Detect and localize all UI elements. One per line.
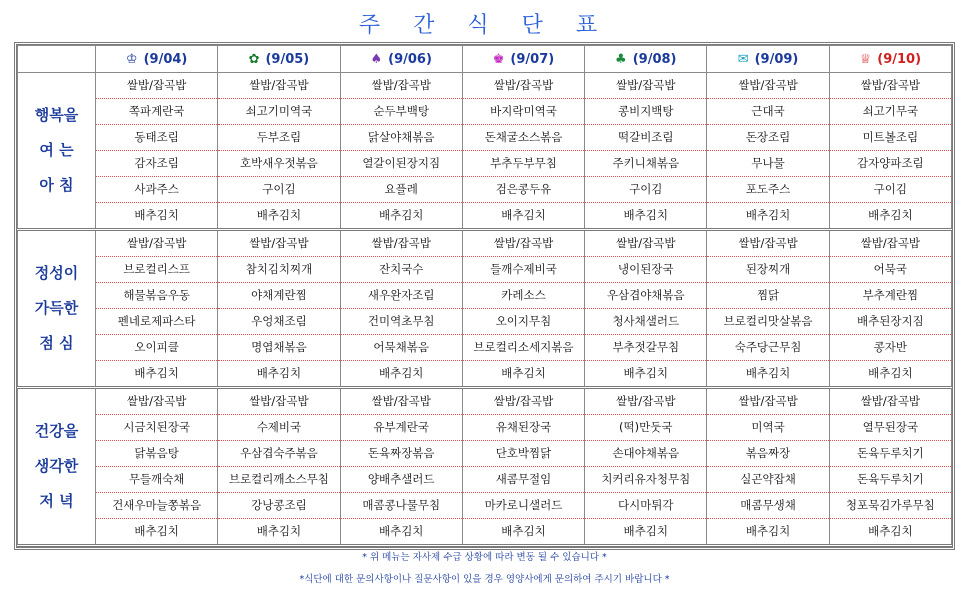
day-header xyxy=(96,46,218,73)
menu-item: 매콤무생채 xyxy=(707,492,829,518)
meal-label xyxy=(18,387,96,545)
day-glyph-icon: ♚ xyxy=(492,51,505,67)
day-date: (9/09) xyxy=(754,51,799,67)
menu-item: 된장찌개 xyxy=(707,256,829,282)
menu-item: 구이김 xyxy=(585,176,707,202)
menu-table xyxy=(17,45,952,547)
menu-item: 쌀밥/잡곡밥 xyxy=(829,387,951,414)
menu-item: 두부조림 xyxy=(218,124,340,150)
meal-label xyxy=(18,73,96,230)
menu-item: 유부계란국 xyxy=(340,414,462,440)
menu-item: 유채된장국 xyxy=(462,414,584,440)
day-date: (9/10) xyxy=(877,51,922,67)
menu-item: 청사채샐러드 xyxy=(585,308,707,334)
menu-item: 볶음짜장 xyxy=(707,440,829,466)
menu-item: 쌀밥/잡곡밥 xyxy=(829,73,951,99)
meal-label-line: 아 침 xyxy=(39,175,74,194)
menu-item: 배추김치 xyxy=(218,202,340,229)
menu-item: 치커리유자청무침 xyxy=(585,466,707,492)
menu-item: 카레소스 xyxy=(462,282,584,308)
menu-item: 실곤약잡채 xyxy=(707,466,829,492)
menu-item: 돈장조림 xyxy=(707,124,829,150)
menu-item: 배추김치 xyxy=(340,518,462,545)
menu-item: 쌀밥/잡곡밥 xyxy=(707,229,829,256)
meal-label-line: 여 는 xyxy=(39,140,74,159)
menu-item: 쌀밥/잡곡밥 xyxy=(218,73,340,99)
menu-item: 바지락미역국 xyxy=(462,98,584,124)
menu-item: 배추김치 xyxy=(340,202,462,229)
menu-item: 오이지무침 xyxy=(462,308,584,334)
menu-item: 강낭콩조림 xyxy=(218,492,340,518)
menu-item: 미역국 xyxy=(707,414,829,440)
menu-item: 냉이된장국 xyxy=(585,256,707,282)
menu-item: 쌀밥/잡곡밥 xyxy=(218,229,340,256)
menu-item: 잔치국수 xyxy=(340,256,462,282)
menu-item: 매콤콩나물무침 xyxy=(340,492,462,518)
menu-item: 순두부백탕 xyxy=(340,98,462,124)
menu-item: 감자양파조림 xyxy=(829,150,951,176)
day-header xyxy=(340,46,462,73)
menu-item: 오이피클 xyxy=(96,334,218,360)
menu-item: 어묵국 xyxy=(829,256,951,282)
menu-item: 브로컬리맛살볶음 xyxy=(707,308,829,334)
menu-item: 돈육두루치기 xyxy=(829,466,951,492)
menu-item: 쌀밥/잡곡밥 xyxy=(96,73,218,99)
meal-label-line: 정성이 xyxy=(34,263,79,282)
day-date: (9/07) xyxy=(510,51,555,67)
meal-label-line: 점 심 xyxy=(39,333,74,352)
meal-label xyxy=(18,229,96,387)
menu-item: 쌀밥/잡곡밥 xyxy=(462,73,584,99)
day-date: (9/08) xyxy=(632,51,677,67)
menu-item: 돈육두루치기 xyxy=(829,440,951,466)
menu-item: 포도주스 xyxy=(707,176,829,202)
menu-item: 참치김치찌개 xyxy=(218,256,340,282)
menu-item: 우삼겹숙주볶음 xyxy=(218,440,340,466)
menu-item: 쇠고기미역국 xyxy=(218,98,340,124)
menu-item: 배추김치 xyxy=(96,518,218,545)
menu-item: 동태조림 xyxy=(96,124,218,150)
menu-item: 양배추샐러드 xyxy=(340,466,462,492)
menu-item: 배추김치 xyxy=(96,202,218,229)
menu-item: 찜닭 xyxy=(707,282,829,308)
menu-item: 구이김 xyxy=(218,176,340,202)
menu-item: 사과주스 xyxy=(96,176,218,202)
menu-item: 단호박찜닭 xyxy=(462,440,584,466)
meal-label-line: 가득한 xyxy=(34,298,79,317)
menu-item: 배추김치 xyxy=(462,202,584,229)
menu-item: 쌀밥/잡곡밥 xyxy=(585,229,707,256)
menu-item: 주키니채볶음 xyxy=(585,150,707,176)
menu-item: 들깨수제비국 xyxy=(462,256,584,282)
day-glyph-icon: ♣ xyxy=(615,51,627,67)
menu-item: 숙주당근무침 xyxy=(707,334,829,360)
menu-item: 돈채굴소스볶음 xyxy=(462,124,584,150)
page-title: 주 간 식 단 표 xyxy=(358,13,611,38)
footer-notice-1: * 위 메뉴는 자사제 수급 상황에 따라 변동 될 수 있습니다 * xyxy=(362,552,607,563)
day-date: (9/05) xyxy=(265,51,310,67)
menu-item: 어묵채볶음 xyxy=(340,334,462,360)
meal-label-line: 행복을 xyxy=(34,105,79,124)
day-glyph-icon: ♠ xyxy=(370,51,383,67)
menu-item: 펜네로제파스타 xyxy=(96,308,218,334)
menu-item: 열무된장국 xyxy=(829,414,951,440)
day-date: (9/04) xyxy=(143,51,188,67)
menu-item: 쌀밥/잡곡밥 xyxy=(340,229,462,256)
menu-item: 구이김 xyxy=(829,176,951,202)
menu-item: 쇠고기무국 xyxy=(829,98,951,124)
menu-item: 닭살야채볶음 xyxy=(340,124,462,150)
menu-item: 부추젓갈무침 xyxy=(585,334,707,360)
menu-item: 배추김치 xyxy=(707,518,829,545)
menu-item: 배추김치 xyxy=(707,202,829,229)
menu-item: 배추김치 xyxy=(218,360,340,387)
meal-label-line: 건강을 xyxy=(34,421,79,440)
menu-item: 닭볶음탕 xyxy=(96,440,218,466)
day-glyph-icon: ♔ xyxy=(125,51,138,67)
menu-item: 콩비지백탕 xyxy=(585,98,707,124)
menu-item: 감자조림 xyxy=(96,150,218,176)
menu-item: 쌀밥/잡곡밥 xyxy=(96,387,218,414)
menu-item: 배추김치 xyxy=(585,202,707,229)
menu-item: 건새우마늘쫑볶음 xyxy=(96,492,218,518)
menu-item: 브로컬리소세지볶음 xyxy=(462,334,584,360)
day-header xyxy=(585,46,707,73)
menu-item: 배추김치 xyxy=(218,518,340,545)
menu-item: 새우완자조림 xyxy=(340,282,462,308)
menu-item: 쌀밥/잡곡밥 xyxy=(462,387,584,414)
menu-item: 다시마튀각 xyxy=(585,492,707,518)
menu-item: 마카로니샐러드 xyxy=(462,492,584,518)
menu-item: 배추김치 xyxy=(462,360,584,387)
day-header xyxy=(829,46,951,73)
menu-item: 수제비국 xyxy=(218,414,340,440)
day-date: (9/06) xyxy=(388,51,432,67)
menu-item: 검은콩두유 xyxy=(462,176,584,202)
menu-item: 배추김치 xyxy=(585,518,707,545)
menu-item: 배추김치 xyxy=(829,518,951,545)
menu-item: 브로컬리깨소스무침 xyxy=(218,466,340,492)
menu-item: 미트볼조림 xyxy=(829,124,951,150)
menu-item: 배추김치 xyxy=(96,360,218,387)
menu-item: 명엽채볶음 xyxy=(218,334,340,360)
menu-item: 배추김치 xyxy=(462,518,584,545)
menu-item: 건미역초무침 xyxy=(340,308,462,334)
menu-item: 쌀밥/잡곡밥 xyxy=(96,229,218,256)
corner-cell xyxy=(18,46,96,73)
menu-item: 근대국 xyxy=(707,98,829,124)
menu-item: 부추계란찜 xyxy=(829,282,951,308)
day-glyph-icon: ✉ xyxy=(737,51,749,67)
menu-item: 열갈이된장지짐 xyxy=(340,150,462,176)
menu-item: 부추두부무침 xyxy=(462,150,584,176)
menu-item: 요플레 xyxy=(340,176,462,202)
menu-item: 배추김치 xyxy=(340,360,462,387)
menu-item: 청포묵김가루무침 xyxy=(829,492,951,518)
menu-item: 쌀밥/잡곡밥 xyxy=(829,229,951,256)
menu-item: 손대야채볶음 xyxy=(585,440,707,466)
menu-item: 무들깨숙채 xyxy=(96,466,218,492)
menu-table-container xyxy=(14,42,955,550)
menu-item: 돈육짜장볶음 xyxy=(340,440,462,466)
meal-label-line: 생각한 xyxy=(34,456,79,475)
meal-label-line: 저 녁 xyxy=(39,491,74,510)
menu-item: 쌀밥/잡곡밥 xyxy=(707,73,829,99)
menu-item: 우삼겹야채볶음 xyxy=(585,282,707,308)
menu-item: 쌀밥/잡곡밥 xyxy=(462,229,584,256)
day-header xyxy=(707,46,829,73)
day-glyph-icon: ♕ xyxy=(859,51,872,67)
menu-item: 배추김치 xyxy=(829,360,951,387)
menu-item: 배추된장지짐 xyxy=(829,308,951,334)
menu-item: 떡갈비조림 xyxy=(585,124,707,150)
menu-item: 무나물 xyxy=(707,150,829,176)
menu-item: 콩자반 xyxy=(829,334,951,360)
day-header xyxy=(218,46,340,73)
menu-item: 쪽파계란국 xyxy=(96,98,218,124)
menu-item: 호박새우젓볶음 xyxy=(218,150,340,176)
menu-item: 쌀밥/잡곡밥 xyxy=(340,73,462,99)
menu-item: 브로컬리스프 xyxy=(96,256,218,282)
menu-item: 해물볶음우동 xyxy=(96,282,218,308)
day-glyph-icon: ✿ xyxy=(248,51,260,67)
menu-item: 시금치된장국 xyxy=(96,414,218,440)
menu-item: 쌀밥/잡곡밥 xyxy=(707,387,829,414)
menu-item: 배추김치 xyxy=(829,202,951,229)
menu-item: 야채계란찜 xyxy=(218,282,340,308)
menu-item: 쌀밥/잡곡밥 xyxy=(585,73,707,99)
day-header xyxy=(462,46,584,73)
menu-item: 배추김치 xyxy=(585,360,707,387)
menu-item: 쌀밥/잡곡밥 xyxy=(585,387,707,414)
menu-item: 새콤무절임 xyxy=(462,466,584,492)
menu-item: 쌀밥/잡곡밥 xyxy=(340,387,462,414)
menu-item: 우엉채조림 xyxy=(218,308,340,334)
menu-item: (떡)만둣국 xyxy=(585,414,707,440)
footer-notice-2: *식단에 대한 문의사항이나 질문사항이 있을 경우 영양사에게 문의하여 주시기 바랍니다 * xyxy=(299,574,670,585)
menu-item: 배추김치 xyxy=(707,360,829,387)
menu-item: 쌀밥/잡곡밥 xyxy=(218,387,340,414)
